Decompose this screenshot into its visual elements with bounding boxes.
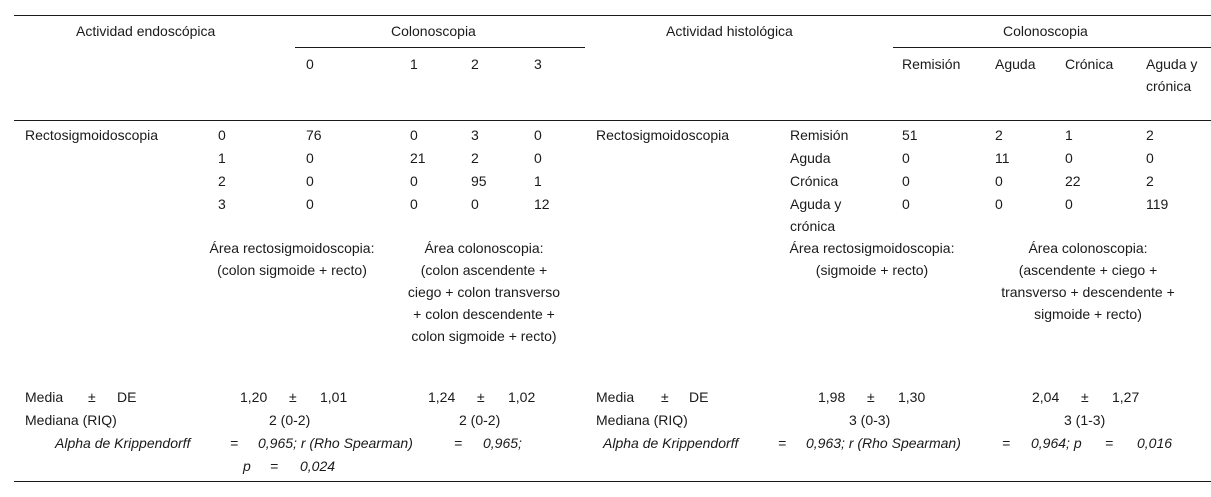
left-row-label: Rectosigmoidoscopia bbox=[25, 127, 159, 143]
left-col-1: 1 bbox=[410, 56, 418, 72]
right-stat-value: 0,963; r (Rho Spearman) bbox=[806, 435, 961, 451]
left-level-0: 0 bbox=[218, 127, 226, 143]
right-level: Aguda bbox=[790, 150, 831, 166]
left-activity-header: Actividad endoscópica bbox=[76, 23, 216, 39]
left-col-2: 2 bbox=[471, 56, 479, 72]
right-mean-b: 1,27 bbox=[1112, 389, 1140, 405]
right-mean-a: ± bbox=[867, 389, 875, 405]
left-stat-pvalue: 0,024 bbox=[300, 458, 336, 474]
right-stat-pvalue: 0,016 bbox=[1137, 435, 1173, 451]
right-cell: 0 bbox=[902, 173, 910, 189]
left-cell: 0 bbox=[306, 196, 314, 212]
right-col-aguda-cronica: Aguda y crónica bbox=[1146, 56, 1198, 94]
right-cell: 0 bbox=[995, 173, 1003, 189]
left-cell: 12 bbox=[534, 196, 550, 212]
left-cell: 0 bbox=[306, 173, 314, 189]
right-row-label: Rectosigmoidoscopia bbox=[596, 127, 730, 143]
left-cell: 21 bbox=[410, 150, 426, 166]
right-cell: 2 bbox=[1146, 173, 1154, 189]
left-stat-value: 0,965; bbox=[483, 435, 522, 451]
left-mean-a: 1,20 bbox=[240, 389, 268, 405]
right-level: Aguda y crónica bbox=[790, 196, 842, 234]
right-median-a: 3 (0-3) bbox=[849, 412, 891, 428]
top-rule bbox=[14, 15, 1211, 16]
left-mean-a: ± bbox=[289, 389, 297, 405]
right-cell: 11 bbox=[995, 150, 1010, 166]
right-mean-label: Media bbox=[596, 389, 635, 405]
right-cell: 2 bbox=[995, 127, 1003, 143]
header-bottom-rule bbox=[14, 120, 1211, 121]
left-stat-p: p bbox=[243, 458, 251, 474]
left-mean-label: DE bbox=[117, 389, 137, 405]
left-cell: 76 bbox=[306, 127, 322, 143]
right-cell: 0 bbox=[995, 196, 1003, 212]
right-median-label: Mediana (RIQ) bbox=[596, 412, 688, 428]
right-stat-eq: = bbox=[778, 435, 787, 451]
left-level-2: 2 bbox=[218, 173, 226, 189]
right-cell: 2 bbox=[1146, 127, 1154, 143]
left-cell: 3 bbox=[471, 127, 479, 143]
left-stat-name: Alpha de Krippendorff bbox=[55, 435, 191, 451]
right-level: Crónica bbox=[790, 173, 839, 189]
right-cell: 0 bbox=[1065, 150, 1073, 166]
bottom-rule bbox=[14, 481, 1211, 482]
left-group-header: Colonoscopia bbox=[391, 23, 476, 39]
right-activity-header: Actividad histológica bbox=[666, 23, 793, 39]
right-cell: 0 bbox=[1065, 196, 1073, 212]
left-cell: 95 bbox=[471, 173, 487, 189]
right-mean-a: 1,98 bbox=[818, 389, 846, 405]
right-cell: 51 bbox=[902, 127, 918, 143]
left-stat-eq: = bbox=[270, 458, 279, 474]
left-cell: 0 bbox=[410, 127, 418, 143]
left-mean-a: 1,01 bbox=[320, 389, 348, 405]
left-cell: 0 bbox=[410, 196, 418, 212]
left-cell: 0 bbox=[534, 150, 542, 166]
right-colonoscopia-rule bbox=[893, 47, 1211, 48]
right-stat-value: 0,964; p bbox=[1031, 435, 1082, 451]
right-stat-eq: = bbox=[1105, 435, 1114, 451]
left-mean-b: 1,24 bbox=[428, 389, 456, 405]
right-stat-name: Alpha de Krippendorff bbox=[603, 435, 739, 451]
left-median-a: 2 (0-2) bbox=[269, 412, 311, 428]
left-colonoscopia-rule bbox=[295, 47, 585, 48]
right-stat-eq: = bbox=[1002, 435, 1011, 451]
left-col-3: 3 bbox=[534, 56, 542, 72]
right-area-colonoscopy: Área colonoscopia: (ascendente + ciego + transverso + descendente + sigmoide + recto) bbox=[1001, 240, 1175, 322]
right-cell: 22 bbox=[1065, 173, 1081, 189]
left-mean-label: ± bbox=[88, 389, 96, 405]
right-median-b: 3 (1-3) bbox=[1064, 412, 1106, 428]
right-group-header: Colonoscopia bbox=[1003, 23, 1088, 39]
left-level-3: 3 bbox=[218, 196, 226, 212]
left-mean-b: 1,02 bbox=[508, 389, 536, 405]
left-level-1: 1 bbox=[218, 150, 226, 166]
right-col-remision: Remisión bbox=[902, 56, 961, 72]
left-mean-label: Media bbox=[25, 389, 64, 405]
right-area-rectosigmoid: Área rectosigmoidoscopia: (sigmoide + recto) bbox=[789, 240, 955, 278]
right-cell: 119 bbox=[1146, 196, 1169, 212]
right-mean-a: 1,30 bbox=[898, 389, 926, 405]
left-cell: 0 bbox=[471, 196, 479, 212]
right-mean-label: DE bbox=[689, 389, 709, 405]
left-cell: 0 bbox=[534, 127, 542, 143]
left-stat-eq: = bbox=[230, 435, 239, 451]
right-cell: 0 bbox=[902, 196, 910, 212]
right-level: Remisión bbox=[790, 127, 849, 143]
left-cell: 0 bbox=[306, 150, 314, 166]
right-mean-label: ± bbox=[661, 389, 669, 405]
right-mean-b: 2,04 bbox=[1032, 389, 1060, 405]
right-cell: 0 bbox=[902, 150, 910, 166]
left-median-b: 2 (0-2) bbox=[459, 412, 501, 428]
right-cell: 0 bbox=[1146, 150, 1154, 166]
right-cell: 1 bbox=[1065, 127, 1073, 143]
left-col-0: 0 bbox=[306, 56, 314, 72]
left-stat-eq: = bbox=[454, 435, 463, 451]
left-median-label: Mediana (RIQ) bbox=[25, 412, 117, 428]
left-cell: 2 bbox=[471, 150, 479, 166]
left-mean-b: ± bbox=[477, 389, 485, 405]
left-cell: 0 bbox=[410, 173, 418, 189]
left-area-colonoscopy: Área colonoscopia: (colon ascendente + ciego + colon transverso + colon descendente + colon sigmoide + recto) bbox=[407, 240, 561, 344]
right-col-aguda: Aguda bbox=[995, 56, 1036, 72]
right-mean-b: ± bbox=[1081, 389, 1089, 405]
right-col-cronica: Crónica bbox=[1065, 56, 1114, 72]
left-cell: 1 bbox=[534, 173, 542, 189]
left-area-rectosigmoid: Área rectosigmoidoscopia: (colon sigmoide + recto) bbox=[209, 240, 375, 278]
left-stat-value: 0,965; r (Rho Spearman) bbox=[258, 435, 413, 451]
